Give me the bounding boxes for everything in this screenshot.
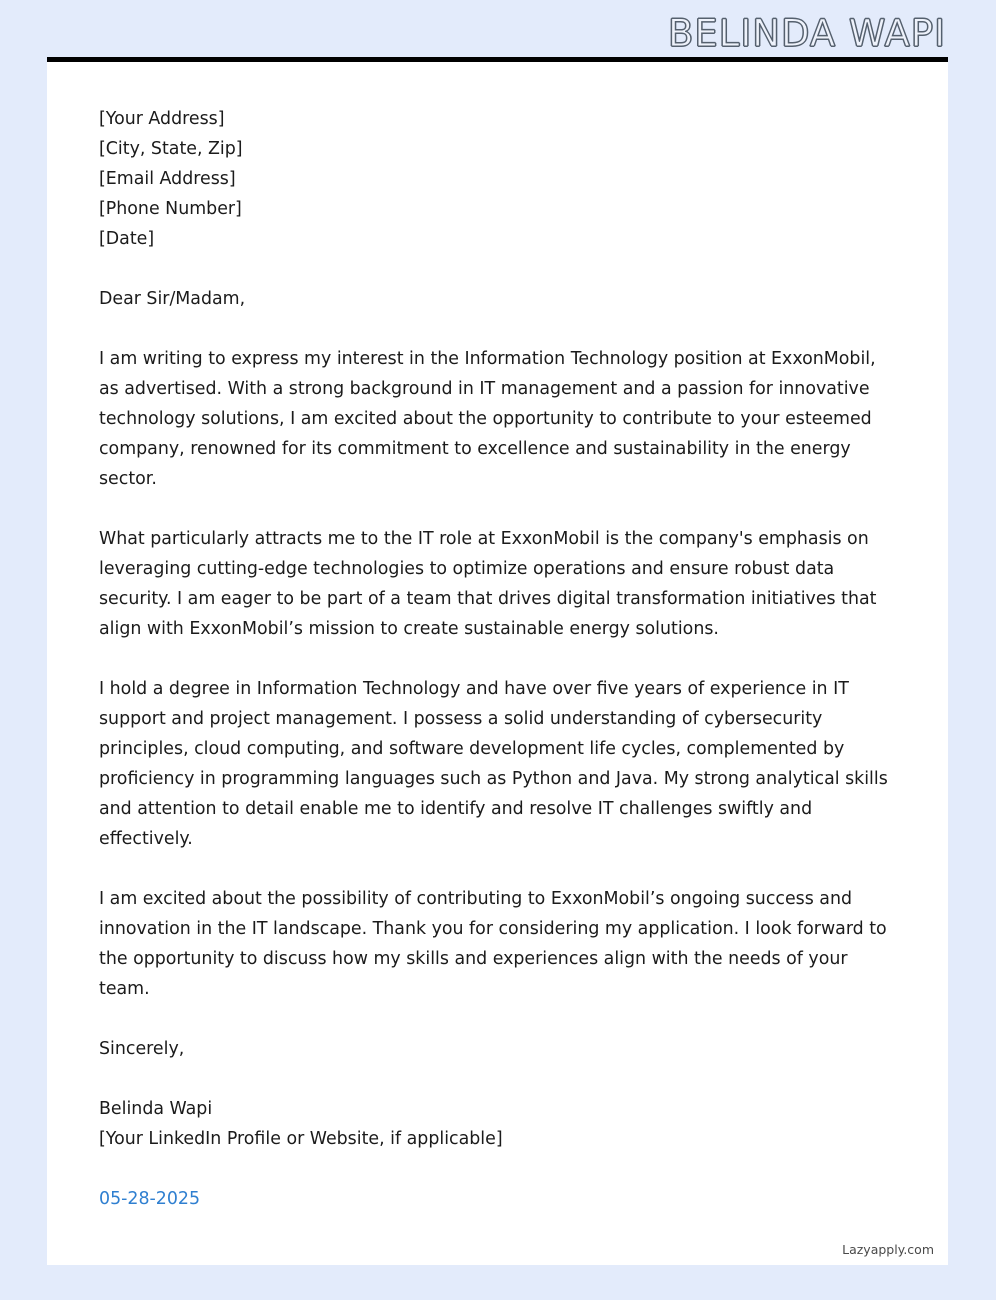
spacer bbox=[99, 494, 899, 524]
letter-sheet bbox=[47, 57, 948, 1265]
letter-paragraph: I hold a degree in Information Technology and have over five years of experience in IT support and project management. I possess a solid understanding of cybersecurity principles, cloud computing, and software development life cycles, complemented by proficiency in programming languages such as Python and Java. My strong analytical skills and attention to detail enable me to identify and resolve IT challenges swiftly and effectively. bbox=[99, 679, 888, 849]
address-line: [Phone Number] bbox=[99, 199, 242, 219]
address-line: [City, State, Zip] bbox=[99, 139, 243, 159]
address-line: [Email Address] bbox=[99, 169, 236, 189]
spacer bbox=[99, 314, 899, 344]
spacer bbox=[99, 254, 899, 284]
spacer bbox=[99, 644, 899, 674]
address-line: [Date] bbox=[99, 229, 155, 249]
page-title: BELINDA WAPI bbox=[668, 12, 946, 55]
spacer bbox=[99, 1154, 899, 1184]
spacer bbox=[99, 1004, 899, 1034]
letter-body bbox=[99, 104, 899, 1214]
signature-name: Belinda Wapi bbox=[99, 1099, 213, 1119]
date-link[interactable]: 05-28-2025 bbox=[99, 1189, 201, 1209]
spacer bbox=[99, 854, 899, 884]
signature-link-placeholder: [Your LinkedIn Profile or Website, if applicable] bbox=[99, 1129, 503, 1149]
salutation: Dear Sir/Madam, bbox=[99, 289, 246, 309]
brand-watermark: Lazyapply.com bbox=[842, 1242, 934, 1257]
letter-paragraph: What particularly attracts me to the IT role at ExxonMobil is the company's emphasis on leveraging cutting-edge technologies to optimize operations and ensure robust data security. I am eager to be part of a team that drives digital transformation initiatives that align with ExxonMobil’s mission to create sustainable energy solutions. bbox=[99, 529, 877, 639]
closing: Sincerely, bbox=[99, 1039, 185, 1059]
letter-paragraph: I am excited about the possibility of contributing to ExxonMobil’s ongoing success and innovation in the IT landscape. Thank you for considering my application. I look forward to the opportunity to discuss how my skills and experiences align with the needs of your team. bbox=[99, 889, 887, 999]
document-header bbox=[0, 0, 996, 58]
address-line: [Your Address] bbox=[99, 109, 225, 129]
letter-paragraph: I am writing to express my interest in the Information Technology position at ExxonMobil, as advertised. With a strong background in IT management and a passion for innovative technology solutions, I am excited about the opportunity to contribute to your esteemed company, renowned for its commitment to excellence and sustainability in the energy sector. bbox=[99, 349, 876, 489]
spacer bbox=[99, 1064, 899, 1094]
